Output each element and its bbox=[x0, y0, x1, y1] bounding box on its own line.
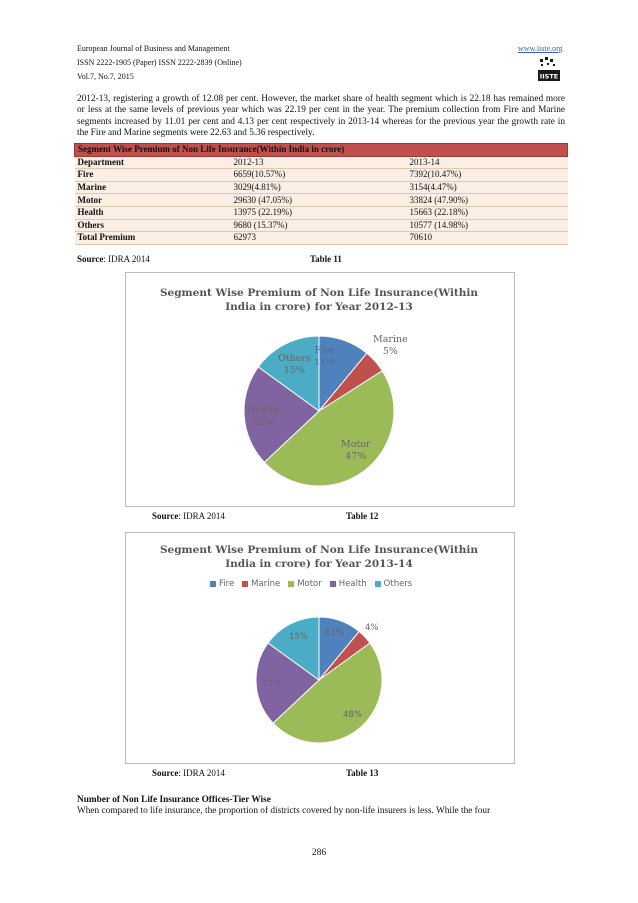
logo-text: IISTE bbox=[539, 72, 559, 81]
source-note-table11: Source: IDRA 2014 bbox=[77, 254, 150, 264]
caption-table-11: Table 11 bbox=[310, 254, 342, 264]
table-cell: Total Premium bbox=[75, 232, 231, 245]
chart2-label-others: 15% bbox=[289, 632, 308, 642]
table-cell: 29630 (47.05%) bbox=[231, 194, 407, 207]
chart2-label-fire: 11% bbox=[325, 628, 344, 638]
source-note-table13: Source: IDRA 2014 bbox=[152, 768, 225, 778]
table-cell: 62973 bbox=[231, 232, 407, 245]
table-cell: Fire bbox=[75, 169, 231, 182]
table-cell: Motor bbox=[75, 194, 231, 207]
table-header-cell: 2013-14 bbox=[407, 156, 568, 169]
legend-item-health: Health bbox=[330, 579, 367, 589]
legend-item-marine: Marine bbox=[242, 579, 280, 589]
chart2-label-motor: 48% bbox=[343, 710, 362, 720]
table-cell: 70610 bbox=[407, 232, 568, 245]
intro-paragraph: 2012-13, registering a growth of 12.08 per cent. However, the market share of health segment which is 22.18 has remained more or less at the same levels of previous year which was 22.19 per cent in the year. The premium collection from Fire and Marine segments increased by 11.01 per cent and 4.13 per cent respectively in 2013-14 whereas for the previous year the growth rate in the Fire and Marine segments were 22.63 and 5.36 respectively. bbox=[77, 94, 565, 138]
table-cell: 33824 (47.90%) bbox=[407, 194, 568, 207]
chart1-label-marine: Marine 5% bbox=[373, 334, 408, 357]
table-title: Segment Wise Premium of Non Life Insurance(Within India in crore) bbox=[75, 144, 568, 157]
table-cell: 15663 (22.18%) bbox=[407, 206, 568, 219]
page-number: 286 bbox=[311, 848, 327, 858]
table-cell: 3029(4.81%) bbox=[231, 181, 407, 194]
table-cell: 6659(10.57%) bbox=[231, 169, 407, 182]
journal-url-link[interactable]: www.iiste.org bbox=[518, 44, 563, 53]
chart2-label-health: 22% bbox=[262, 679, 281, 689]
table-cell: Others bbox=[75, 219, 231, 232]
chart1-label-fire: Fire 11% bbox=[314, 345, 336, 368]
table-header-cell: Department bbox=[75, 156, 231, 169]
chart1-title: Segment Wise Premium of Non Life Insurance(Within India in crore) for Year 2012-13 bbox=[159, 287, 479, 313]
chart2-label-marine: 4% bbox=[365, 623, 379, 633]
closing-paragraph: When compared to life insurance, the proportion of districts covered by non-life insurers is less. While the four bbox=[77, 806, 491, 816]
journal-name: European Journal of Business and Management bbox=[77, 44, 230, 53]
table-cell: 9680 (15.37%) bbox=[231, 219, 407, 232]
table-cell: 3154(4.47%) bbox=[407, 181, 568, 194]
legend-item-others: Others bbox=[375, 579, 413, 589]
table-cell: Health bbox=[75, 206, 231, 219]
caption-table-12: Table 12 bbox=[346, 511, 379, 521]
chart1-label-health: Health 22% bbox=[247, 405, 280, 428]
legend-item-motor: Motor bbox=[288, 579, 322, 589]
caption-table-13: Table 13 bbox=[346, 768, 379, 778]
chart2-title: Segment Wise Premium of Non Life Insurance(Within India in crore) for Year 2013-14 bbox=[159, 544, 479, 570]
table-cell: Marine bbox=[75, 181, 231, 194]
chart1-label-others: Others 15% bbox=[278, 353, 311, 376]
table-header-cell: 2012-13 bbox=[231, 156, 407, 169]
table-cell: 13975 (22.19%) bbox=[231, 206, 407, 219]
source-note-table12: Source: IDRA 2014 bbox=[152, 511, 225, 521]
legend-item-fire: Fire bbox=[210, 579, 234, 589]
journal-issn: ISSN 2222-1905 (Paper) ISSN 2222-2839 (Online) bbox=[77, 58, 242, 67]
journal-volume: Vol.7, No.7, 2015 bbox=[77, 72, 134, 81]
chart1-label-motor: Motor 47% bbox=[341, 439, 371, 462]
table-cell: 7392(10.47%) bbox=[407, 169, 568, 182]
section-heading: Number of Non Life Insurance Offices-Tier Wise bbox=[77, 795, 271, 805]
table-cell: 10577 (14.98%) bbox=[407, 219, 568, 232]
